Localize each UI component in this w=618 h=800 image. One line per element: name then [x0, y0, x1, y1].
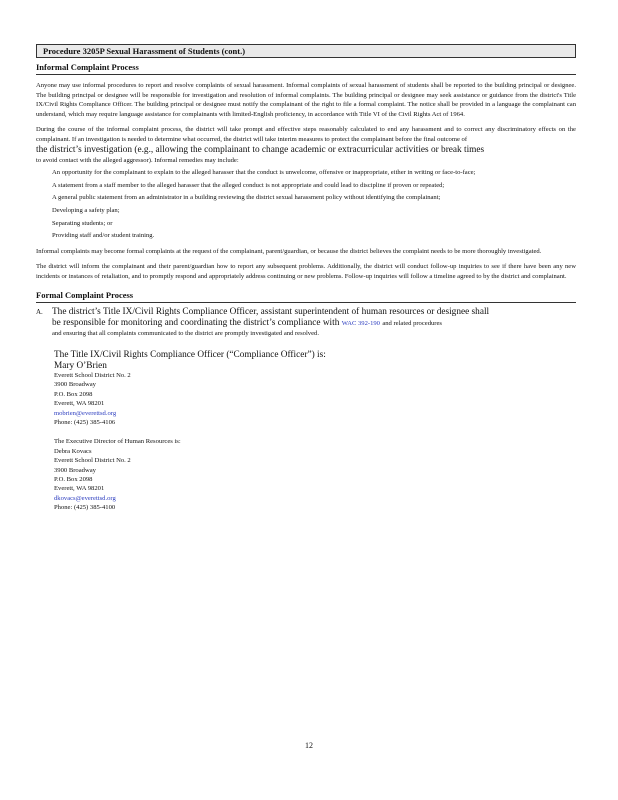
formal-a-line1: The district’s Title IX/Civil Rights Compliance Officer, assistant superintendent of human resources or designee shall — [52, 306, 490, 317]
informal-paragraph-2a: During the course of the informal complaint process, the district will take prompt and effective steps reasonably calculated to end any harassment and to correct any discriminatory effects on the complainant. If an investigation is needed to determine what occurred, the district will take interim measures to protect the complainant before the final outcome of — [36, 126, 576, 143]
formal-a-line2: be responsible for monitoring and coordinating the district’s compliance with WAC 392-190 and related procedures — [52, 317, 442, 328]
bullet-icon — [36, 181, 52, 191]
formal-a-line3: and ensuring that all complaints communicated to the district are promptly investigated and resolved. — [52, 329, 319, 337]
informal-paragraph-1: Anyone may use informal procedures to report and resolve complaints of sexual harassment. Informal complaints of sexual harassment of students shall be reported to the building principal or designee. The building principal or designee will be responsible for investigation and resolution of informal complaints. The building principal or designee may seek assistance or guidance from the district's Title IX/Civil Rights Compliance Officer. The building principal or designee must notify the complainant of the right to file a formal complaint. The notice shall be provided in a language the complainant can understand, which may require language assistance for complainants with limited-English proficiency, in accordance with Title VI of the Civil Rights Act of 1964. — [36, 82, 576, 118]
informal-paragraph-4: The district will inform the complainant and their parent/guardian how to report any subsequent problems. Additionally, the district will conduct follow-up inquiries to see if there have been any new incidents or instances of retaliation, and to promptly respond and appropriately address continuing or new problems. Follow-up inquiries will follow a timeline agreed to by the district and complainant. — [36, 263, 576, 280]
compliance-officer-title: The Title IX/Civil Rights Compliance Officer (“Compliance Officer”) is: — [54, 350, 326, 361]
compliance-officer-contact: Everett School District No. 2 3900 Broadway P.O. Box 2098 Everett, WA 98201 mobrien@everettsd.org Phone: (425) 385-4106 — [54, 371, 576, 427]
bullet-icon — [36, 168, 52, 178]
bullet-icon — [36, 231, 52, 241]
document-page — [36, 44, 576, 513]
page-number: 12 — [305, 741, 313, 750]
formal-item-a — [36, 307, 576, 339]
compliance-officer-name: Mary O’Brien — [54, 360, 107, 371]
list-item: A general public statement from an administrator in a building reviewing the district sexual harassment policy without identifying the complainant; — [36, 193, 576, 203]
remedy-list — [36, 168, 576, 241]
list-item: A statement from a staff member to the alleged harasser that the alleged conduct is not appropriate and could lead to discipline if proven or repeated; — [36, 181, 576, 191]
hr-director-title: The Executive Director of Human Resources is: — [54, 438, 181, 446]
bullet-icon — [36, 193, 52, 203]
bullet-icon — [36, 219, 52, 229]
bullet-icon — [36, 206, 52, 216]
compliance-officer-email-link[interactable]: mobrien@everettsd.org — [54, 409, 117, 417]
informal-paragraph-3: Informal complaints may become formal complaints at the request of the complainant, parent/guardian, or because the district believes the complaint needs to be more thoroughly investigated. — [36, 247, 542, 255]
procedure-header: Procedure 3205P Sexual Harassment of Students (cont.) — [36, 44, 576, 58]
list-item: Providing staff and/or student training. — [36, 231, 576, 241]
hr-director-name: Debra Kovacs — [54, 447, 92, 455]
hr-director-contact: The Executive Director of Human Resources is: Debra Kovacs Everett School District No. 2 3900 Broadway P.O. Box 2098 Everett, WA 98201 dkovacs@everettsd.org Phone: (425) 385-4100 — [54, 437, 576, 512]
list-item: Separating students; or — [36, 219, 576, 229]
wac-link[interactable]: WAC 392-190 — [341, 319, 380, 327]
formal-heading: Formal Complaint Process — [36, 290, 576, 303]
list-item: An opportunity for the complainant to explain to the alleged harasser that the conduct is unwelcome, offensive or inappropriate, either in writing or face-to-face; — [36, 168, 576, 178]
informal-heading: Informal Complaint Process — [36, 62, 576, 75]
informal-paragraph-2b: the district’s investigation (e.g., allowing the complainant to change academic or extracurricular activities or break times — [36, 144, 485, 155]
list-item: Developing a safety plan; — [36, 206, 576, 216]
informal-paragraph-2c: to avoid contact with the alleged aggressor). Informal remedies may include: — [36, 156, 239, 164]
item-letter: A. — [36, 307, 43, 316]
hr-director-email-link[interactable]: dkovacs@everettsd.org — [54, 494, 116, 502]
